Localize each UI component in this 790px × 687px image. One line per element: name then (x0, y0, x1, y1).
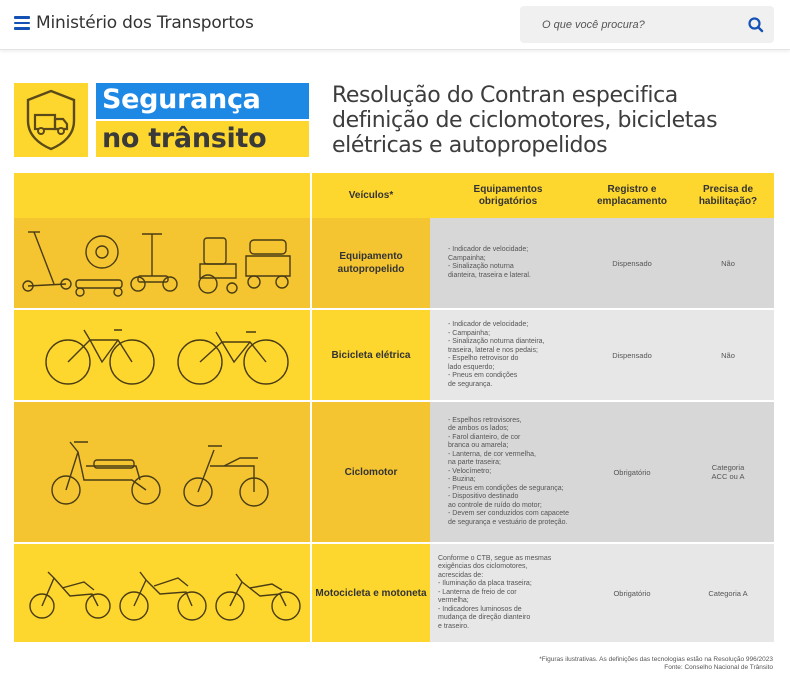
motorcycle-icon (14, 544, 310, 642)
equipment-item: de segurança. (448, 380, 493, 388)
search-button[interactable] (746, 15, 766, 35)
equipment-item: - Campainha; (448, 329, 491, 337)
electric-bicycle-icon (14, 310, 310, 400)
equipment-item: - Lanterna de freio de cor (438, 588, 517, 596)
equipment-item: - Lanterna, de cor vermelha, (448, 450, 536, 458)
shield-truck-icon (14, 83, 88, 157)
registration-value: Obrigatório (613, 588, 651, 598)
source-line: Fonte: Conselho Nacional de Trânsito (664, 664, 773, 671)
equipment-item: - Pneus em condições (448, 372, 518, 379)
equipment-item: acrescidas de: (438, 571, 484, 579)
equipment-item: exigências dos ciclomotores, (438, 563, 528, 571)
equipment-item: de ambos os lados; (448, 425, 509, 433)
registration-value: Dispensado (612, 258, 652, 268)
search-input[interactable] (520, 6, 740, 43)
equipment-item: dianteira, traseira e lateral. (448, 271, 531, 279)
equipment-item: branca ou amarela; (448, 442, 509, 450)
search-box (520, 6, 774, 43)
license-value: Categoria A (708, 588, 748, 598)
vehicle-illustration (14, 218, 310, 308)
magnifier-icon (746, 15, 766, 35)
safety-badge (14, 83, 88, 157)
badge-title-line1: Segurança (96, 83, 309, 119)
equipment-item: - Indicadores luminosos de (438, 605, 522, 613)
table-row (14, 402, 774, 542)
equipment-item: - Dispositivo destinado (448, 493, 519, 501)
footnote-line: *Figuras ilustrativas. As definições das tecnologias estão na Resolução 996/2023 (539, 656, 773, 663)
equipment-item: - Buzina; (448, 476, 476, 484)
vehicle-name: Ciclomotor (312, 402, 430, 542)
col-vehicles: Veículos* (348, 189, 394, 201)
equipment-item: - Sinalização noturna (448, 263, 514, 270)
headline-line: definição de ciclomotores, bicicletas (332, 108, 718, 133)
license-value: Não (721, 350, 735, 360)
vehicle-illustration (14, 310, 310, 400)
badge-title-line2: no trânsito (96, 121, 309, 157)
equipment-item: e traseiro. (438, 622, 470, 630)
license-value: Não (721, 258, 735, 268)
hamburger-icon[interactable] (14, 16, 30, 30)
equipment-item: - Farol dianteiro, de cor (448, 433, 521, 441)
equipment-item: de segurança e vestuário de proteção. (448, 518, 568, 526)
equipment-item: - Espelhos retrovisores, (448, 416, 522, 424)
equipment-item: - Sinalização noturna dianteira, (448, 338, 545, 345)
table-row (14, 218, 774, 308)
equipment-item: - Indicador de velocidade; (448, 321, 529, 328)
license-value: Categoria ACC ou A (711, 463, 745, 481)
vehicle-name: Motocicleta e motoneta (312, 544, 430, 642)
scooter-wheel-icon (14, 218, 310, 308)
top-header (0, 0, 790, 50)
col-license: Precisa de habilitação? (698, 183, 758, 207)
equipment-item: vermelha; (438, 597, 469, 605)
equipment-item: lado esquerdo; (448, 363, 495, 371)
equipment-item: Conforme o CTB, segue as mesmas (438, 554, 552, 562)
equipment-item: traseira, lateral e nos pedais; (448, 346, 538, 354)
infographic (14, 83, 774, 671)
headline-line: elétricas e autopropelidos (332, 133, 608, 158)
title-block (14, 83, 774, 173)
vehicle-name: Equipamento autopropelido (312, 218, 430, 308)
footnote (314, 656, 773, 672)
headline (332, 83, 772, 158)
equipment-item: - Espelho retrovisor do (448, 355, 519, 362)
vehicle-illustration (14, 402, 310, 542)
equipment-item: - Velocímetro; (448, 467, 492, 475)
registration-value: Dispensado (612, 350, 652, 360)
table-row (14, 544, 774, 642)
site-title[interactable]: Ministério dos Transportos (36, 13, 254, 33)
headline-line: Resolução do Contran especifica (332, 83, 678, 108)
equipment-item: na parte traseira; (448, 459, 501, 467)
equipment-item: - Pneus em condições de segurança; (448, 484, 564, 492)
vehicle-name: Bicicleta elétrica (312, 310, 430, 400)
equipment-item: - Devem ser conduzidos com capacete (448, 510, 569, 518)
equipment-list (438, 544, 608, 642)
equipment-item: Campainha; (448, 254, 486, 262)
equipment-item: mudança de direção dianteiro (438, 614, 531, 622)
col-registration: Registro e emplacamento (596, 183, 668, 207)
table-row (14, 310, 774, 400)
table-header (14, 173, 774, 218)
col-equipment: Equipamentos obrigatórios (473, 183, 543, 207)
vehicle-illustration (14, 544, 310, 642)
equipment-item: - Indicador de velocidade; (448, 246, 529, 253)
registration-value: Obrigatório (613, 467, 651, 477)
moped-icon (14, 402, 310, 542)
equipment-item: ao controle de ruído do motor; (448, 501, 542, 509)
equipment-item: - Iluminação da placa traseira; (438, 580, 532, 588)
